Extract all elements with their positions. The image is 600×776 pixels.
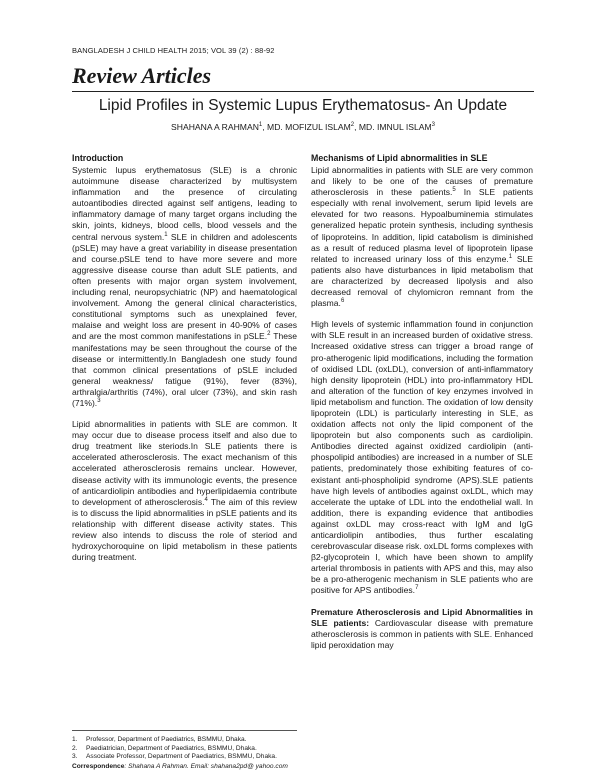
correspondence: Correspondence: Shahana A Rahman. Email: shahana2pd@ yahoo.com <box>72 762 288 770</box>
footnote-2: 2. Paediatrician, Department of Paediatrics, BSMMU, Dhaka. <box>72 744 257 752</box>
author-separator: , <box>354 122 359 132</box>
introduction-heading: Introduction <box>72 153 124 163</box>
mechanisms-heading: Mechanisms of Lipid abnormalities in SLE <box>311 153 488 163</box>
affiliation-ref: 1 <box>258 122 263 129</box>
footnotes <box>72 736 297 771</box>
footnote-rule <box>72 730 297 731</box>
mechanisms-paragraph-1: Lipid abnormalities in patients with SLE are very common and likely to be one of the causes of premature atherosclerosis in these patients.$^5$ In SLE patients especially with renal involvement, serum lipid levels are elevated for two reasons. Hypoalbuminemia stimulates generalized hepatic protein synthesis, including synthesis of lipoproteins. In addition, lipid catabolism is diminished as a result of reduced plasma level of lipoprotein lipase related to increased urinary loss of this enzyme.$^1$ SLE patients also have disturbances in lipid metabolism that are characterized by decreased lipolysis and also decreased removal of chylomicron remnant from the plasma.$^6$ <box>311 165 533 309</box>
article-title: Lipid Profiles in Systemic Lupus Erythematosus- An Update <box>98 97 508 114</box>
intro-paragraph-2: Lipid abnormalities in patients with SLE are common. It may occur due to disease process itself and also due to drug treatment like steriods.In SLE patients there is accelerated atherosclerosis. The exact mechanism of this accelerated atherosclerosis remains unclear. However, disease activity with its immunologic events, the presence of anticardiolipin antibodies and hyperlipidaemia contribute to development of atherosclerosis.$^4$ The aim of this review is to discuss the lipid abnormalities in pSLE patients and its relationship with different disease activity states. This review also intends to discuss the role of steriod and hydroxychoroquine on lipid metabolism in these patients during treatment. <box>72 419 297 563</box>
header-rule <box>72 91 534 92</box>
author-list <box>72 122 534 132</box>
left-column <box>72 152 297 573</box>
journal-citation: BANGLADESH J CHILD HEALTH 2015; VOL 39 (2) : 88-92 <box>72 46 275 55</box>
footnote-1: 1. Professor, Department of Paediatrics, BSMMU, Dhaka. <box>72 736 247 743</box>
author-separator: , <box>262 122 268 132</box>
mechanisms-paragraph-2: High levels of systemic inflammation found in conjunction with SLE result in an increased burden of oxidative stress. Increased oxidative stress can trigger a broad range of pro-atherogenic lipid modifications, including the formation of oxidised LDL (oxLDL), conversion of anti-inflammatory high density lipoprotein (HDL) into pro-inflammatory HDL and alteration of the function of key enzymes involved in lipid metabolism and function. The oxidation of low density lipoprotein (LDL) is particularly interesting in SLE, as oxidation affects not only the lipid component of the lipoprotein but also components such as cardiolipin. Antibodies directed against oxidized cardiolipin (anti-phospolipid antibodies) are increased in a number of SLE patients, predominately those exhibiting features of co-existant anti-phospholipid syndrome (APS).SLE patients have high levels of antibodies against oxLDL, which may accelerate the uptake of LDL into the endothelial wall. In addition, there is expanding evidence that antibodies against oxLDL may cross-react with IgM and IgG anticardiolipin antibodies, thus further escalating cerebrovascular disease risk. oxLDL forms complexes with β2-glycoprotein I, which have been shown to amplify arterial thrombosis in patients with APS and this, may also be a pro-atherogenic mechanism in SLE patients who are positive for APS antibodies.$^7$ <box>311 319 533 596</box>
section-title: Review Articles <box>72 63 212 88</box>
author-name: MD. MOFIZUL ISLAM <box>267 122 351 132</box>
affiliation-ref: 3 <box>431 122 435 129</box>
atherosclerosis-inline-heading: Premature Atherosclerosis and Lipid Abnormalities in SLE patients: <box>311 606 533 628</box>
intro-paragraph-1: Systemic lupus erythematosus (SLE) is a chronic autoimmune disease characterized by multisystem inflammation and the presence of circulating autoantibodies directed against self antigens, leading to inflammatory damage of many target organs including the skin, joints, kidneys, blood cells, blood vessels and the central nervous system.$^1$ SLE in children and adolescents (pSLE) may have a great variability in disease presentation and course.pSLE tend to have more severe and more aggressive disease course than adult SLE patients, and often presents with major organ system involvement, including renal, neuropsychiatric (NP) and haematological involvement. Among the general clinical characteristics, constitutional symptoms such as unexplained fever, malaise and weight loss are present in 40-90% of cases and are the most common manifestations in pSLE.$^2$ These manifestations may be seen throughout the course of the disease or intermittently.In Bangladesh one study found that common clinical presentations of pSLE included general weakness/ fatigue (91%), fever (83%), arthralgia/arthritis (74%), oral ulcer (73%), and skin rash (71%).$^3$ <box>72 165 297 408</box>
atherosclerosis-paragraph: Premature Atherosclerosis and Lipid Abnormalities in SLE patients: Cardiovascular disease with premature atherosclerosis is common in patients with SLE. Enhanced lipid peroxidation may <box>311 606 533 650</box>
author-name: SHAHANA A RAHMAN <box>171 122 259 132</box>
affiliation-ref: 2 <box>350 122 355 129</box>
right-column <box>311 152 533 661</box>
author-name: MD. IMNUL ISLAM <box>358 122 432 132</box>
footnote-3: 3. Associate Professor, Department of Paediatrics, BSMMU, Dhaka. <box>72 753 277 761</box>
